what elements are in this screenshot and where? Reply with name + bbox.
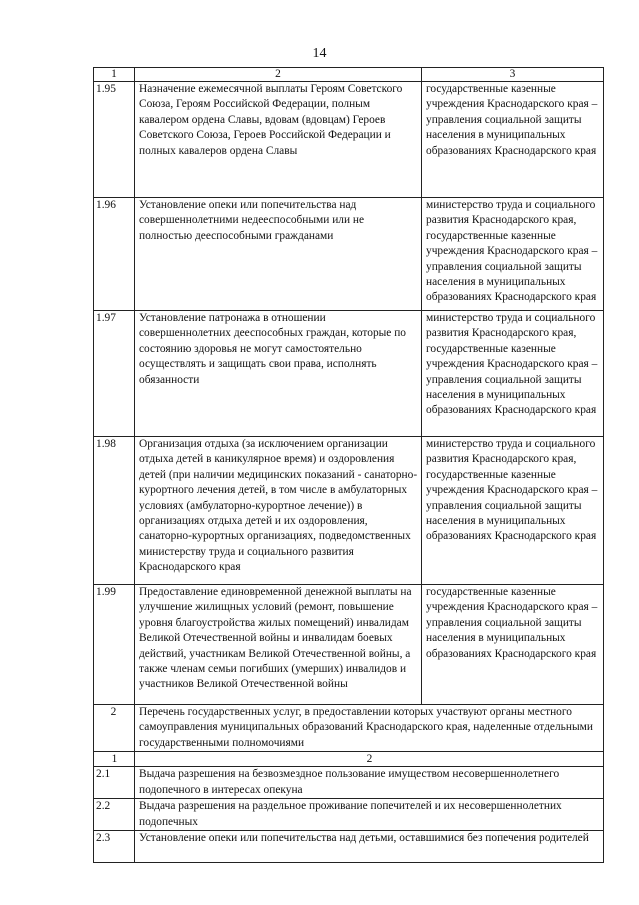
table-row: [94, 198, 604, 311]
section-title: Перечень государственных услуг, в предоставлении которых участвуют органы местного самоуправления муниципальных образований Краснодарского края, наделенные отдельными государственными полномочиями: [135, 705, 604, 752]
row-number: 1.96: [94, 198, 135, 311]
table-row: [94, 585, 604, 705]
section-2-row: [94, 705, 604, 752]
page-number: 14: [312, 46, 327, 61]
table-header-row: [94, 68, 604, 82]
header-col-2: 2: [135, 68, 422, 82]
table-row: [94, 799, 604, 831]
row-number: 2.2: [94, 799, 135, 831]
header-col-1: 1: [94, 68, 135, 82]
section-number: 2: [94, 705, 135, 752]
header-col-3: 3: [422, 68, 604, 82]
row-number: 1.95: [94, 82, 135, 198]
executor: государственные казенные учреждения Краснодарского края – управления социальной защиты населения в муниципальных образованиях Краснодарского края: [422, 585, 604, 705]
subheader-col-2: 2: [135, 752, 604, 767]
row-number: 1.97: [94, 311, 135, 437]
service-name: Выдача разрешения на безвозмездное пользование имуществом несовершеннолетнего подопечного в интересах опекуна: [135, 767, 604, 799]
row-number: 1.99: [94, 585, 135, 705]
table-row: [94, 311, 604, 437]
service-name: Установление патронажа в отношении совершеннолетних дееспособных граждан, которые по состоянию здоровья не могут самостоятельно осуществлять и защищать свои права, исполнять обязанности: [135, 311, 422, 437]
service-name: Назначение ежемесячной выплаты Героям Советского Союза, Героям Российской Федерации, полным кавалером ордена Славы, вдовам (вдовцам) Героев Советского Союза, Героев Российской Федерации и полных кавалеров ордена Славы: [135, 82, 422, 198]
executor: министерство труда и социального развития Краснодарского края, государственные казенные учреждения Краснодарского края – управления социальной защиты населения в муниципальных образованиях Краснодарского края: [422, 437, 604, 585]
table-row: [94, 437, 604, 585]
table-row: [94, 767, 604, 799]
row-number: 2.1: [94, 767, 135, 799]
executor: министерство труда и социального развития Краснодарского края, государственные казенные учреждения Краснодарского края – управления социальной защиты населения в муниципальных образованиях Краснодарского края: [422, 311, 604, 437]
executor: государственные казенные учреждения Краснодарского края – управления социальной защиты населения в муниципальных образованиях Краснодарского края: [422, 82, 604, 198]
executor: министерство труда и социального развития Краснодарского края, государственные казенные учреждения Краснодарского края – управления социальной защиты населения в муниципальных образованиях Краснодарского края: [422, 198, 604, 311]
service-name: Установление опеки или попечительства над совершеннолетними недееспособными или не полностью дееспособными гражданами: [135, 198, 422, 311]
row-number: 1.98: [94, 437, 135, 585]
row-number: 2.3: [94, 831, 135, 863]
table-row: [94, 82, 604, 198]
table-row: [94, 831, 604, 863]
service-name: Установление опеки или попечительства над детьми, оставшимися без попечения родителей: [135, 831, 604, 863]
service-name: Организация отдыха (за исключением организации отдыха детей в каникулярное время) и оздоровления детей (при наличии медицинских показаний - санаторно-курортного лечения детей, в том числе в амбулаторных условиях (амбулаторно-курортное лечение)) в организациях отдыха детей и их оздоровления, санаторно-курортных организациях, подведомственных министерству труда и социального развития Краснодарского края: [135, 437, 422, 585]
section-2-subheader-row: [94, 752, 604, 767]
services-table: [93, 67, 604, 863]
service-name: Предоставление единовременной денежной выплаты на улучшение жилищных условий (ремонт, повышение уровня благоустройства жилых помещений) инвалидам Великой Отечественной войны и инвалидам боевых действий, участникам Великой Отечественной войны, а также членам семьи погибших (умерших) инвалидов и участников Великой Отечественной войны: [135, 585, 422, 705]
service-name: Выдача разрешения на раздельное проживание попечителей и их несовершеннолетних подопечных: [135, 799, 604, 831]
subheader-col-1: 1: [94, 752, 135, 767]
